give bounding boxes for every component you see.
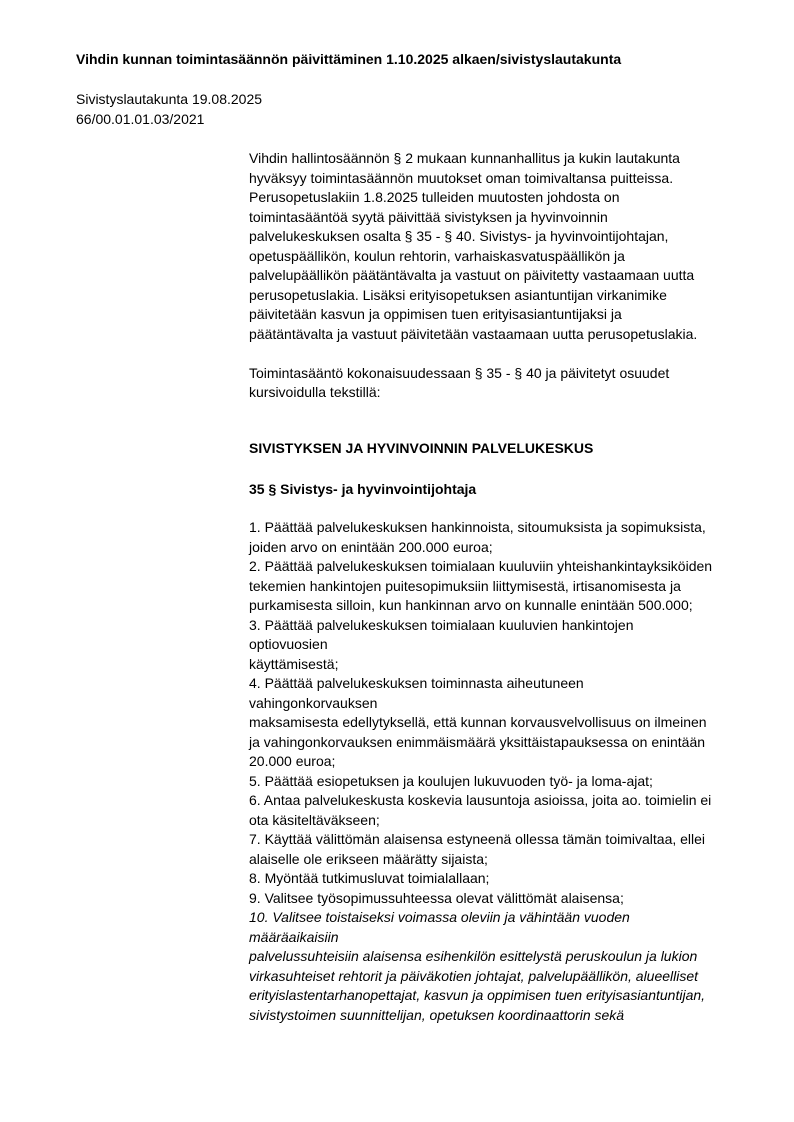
- list-line: optiovuosien: [249, 636, 328, 652]
- list-line: vahingonkorvauksen: [249, 694, 378, 711]
- diary-number: 66/00.01.01.03/2021: [76, 110, 205, 127]
- italic-list-line: virkasuhteiset rehtorit ja päiväkotien johtajat, palvelupäällikön, alueelliset: [249, 967, 699, 984]
- list-line: tekemien hankintojen puitesopimuksiin liittymisestä, irtisanomisesta ja: [249, 577, 681, 594]
- list-line: ja vahingonkorvauksen enimmäismäärä yksittäistapauksessa on enintään: [249, 733, 706, 750]
- list-line: 7. Käyttää välittömän alaisensa estyneenä ollessa tämän toimivaltaa, ellei: [249, 831, 706, 847]
- intro-line: perusopetuslakia. Lisäksi erityisopetuksen asiantuntijan virkanimike: [249, 286, 667, 303]
- list-line: 20.000 euroa;: [249, 753, 336, 769]
- list-line: purkamisesta silloin, kun hankinnan arvo on kunnalle enintään 500.000;: [249, 597, 693, 613]
- document-meta: [76, 90, 262, 129]
- paragraph-heading: 35 § Sivistys- ja hyvinvointijohtaja: [249, 481, 477, 497]
- intro-paragraph: [249, 149, 749, 344]
- list-line: 1. Päättää palvelukeskuksen hankinnoista, sitoumuksista ja sopimuksista,: [249, 519, 706, 535]
- list-line: 2. Päättää palvelukeskuksen toimialaan kuuluviin yhteishankintayksiköiden: [249, 558, 713, 574]
- list-line: 9. Valitsee työsopimussuhteessa olevat välittömät alaisensa;: [249, 889, 624, 906]
- list-line: 3. Päättää palvelukeskuksen toimialaan kuuluvien hankintojen: [249, 616, 634, 633]
- italic-list-line: 10. Valitsee toistaiseksi voimassa oleviin ja vähintään vuoden: [249, 909, 630, 925]
- document-title: Vihdin kunnan toimintasäännön päivittäminen 1.10.2025 alkaen/sivistyslautakunta: [76, 51, 622, 67]
- intro-line: palvelupäällikön päätäntävalta ja vastuut on päivitetty vastaamaan uutta: [249, 267, 695, 283]
- duties-list: [249, 518, 749, 1025]
- list-line: 5. Päättää esiopetuksen ja koulujen lukuvuoden työ- ja loma-ajat;: [249, 772, 653, 789]
- intro-line: palvelukeskuksen osalta § 35 - § 40. Sivistys- ja hyvinvointijohtajan,: [249, 228, 669, 244]
- list-line: ota käsiteltäväkseen;: [249, 811, 380, 828]
- list-line: 8. Myöntää tutkimusluvat toimialallaan;: [249, 870, 490, 886]
- section-heading: SIVISTYKSEN JA HYVINVOINNIN PALVELUKESKUS: [249, 440, 594, 456]
- list-line: 6. Antaa palvelukeskusta koskevia lausuntoja asioissa, joita ao. toimielin ei: [249, 792, 712, 808]
- document-body: [249, 149, 749, 403]
- list-line: joiden arvo on enintään 200.000 euroa;: [249, 538, 493, 555]
- second-paragraph-line: kursivoidulla tekstillä:: [249, 384, 381, 400]
- list-line: käyttämisestä;: [249, 655, 339, 672]
- intro-line: hyväksyy toimintasäännön muutokset oman toimivaltansa puitteissa.: [249, 169, 674, 186]
- list-line: alaiselle ole erikseen määrätty sijaista;: [249, 850, 488, 867]
- list-line: 4. Päättää palvelukeskuksen toiminnasta aiheutuneen: [249, 675, 584, 691]
- intro-line: päätäntävalta ja vastuut päivitetään vastaamaan uutta perusopetuslakia.: [249, 325, 698, 342]
- meeting-date: Sivistyslautakunta 19.08.2025: [76, 91, 263, 107]
- intro-line: Perusopetuslakiin 1.8.2025 tulleiden muutosten johdosta on: [249, 189, 620, 205]
- intro-line: opetuspäällikön, koulun rehtorin, varhaiskasvatuspäällikön ja: [249, 247, 625, 264]
- italic-list-line: palvelussuhteisiin alaisensa esihenkilön esittelystä peruskoulun ja lukion: [249, 948, 698, 964]
- intro-line: päivitetään kasvun ja oppimisen tuen erityisasiantuntijaksi ja: [249, 306, 622, 322]
- second-paragraph: [249, 364, 749, 403]
- italic-list-line: määräaikaisiin: [249, 928, 339, 945]
- second-paragraph-line: Toimintasääntö kokonaisuudessaan § 35 - § 40 ja päivitetyt osuudet: [249, 364, 670, 381]
- intro-line: toimintasääntöä syytä päivittää sivistyksen ja hyvinvoinnin: [249, 208, 608, 225]
- intro-line: Vihdin hallintosäännön § 2 mukaan kunnanhallitus ja kukin lautakunta: [249, 150, 680, 166]
- list-line: maksamisesta edellytyksellä, että kunnan korvausvelvollisuus on ilmeinen: [249, 714, 707, 730]
- italic-list-line: erityislastentarhanopettajat, kasvun ja oppimisen tuen erityisasiantuntijan,: [249, 987, 706, 1003]
- italic-list-line: sivistystoimen suunnittelijan, opetuksen koordinaattorin sekä: [249, 1006, 625, 1023]
